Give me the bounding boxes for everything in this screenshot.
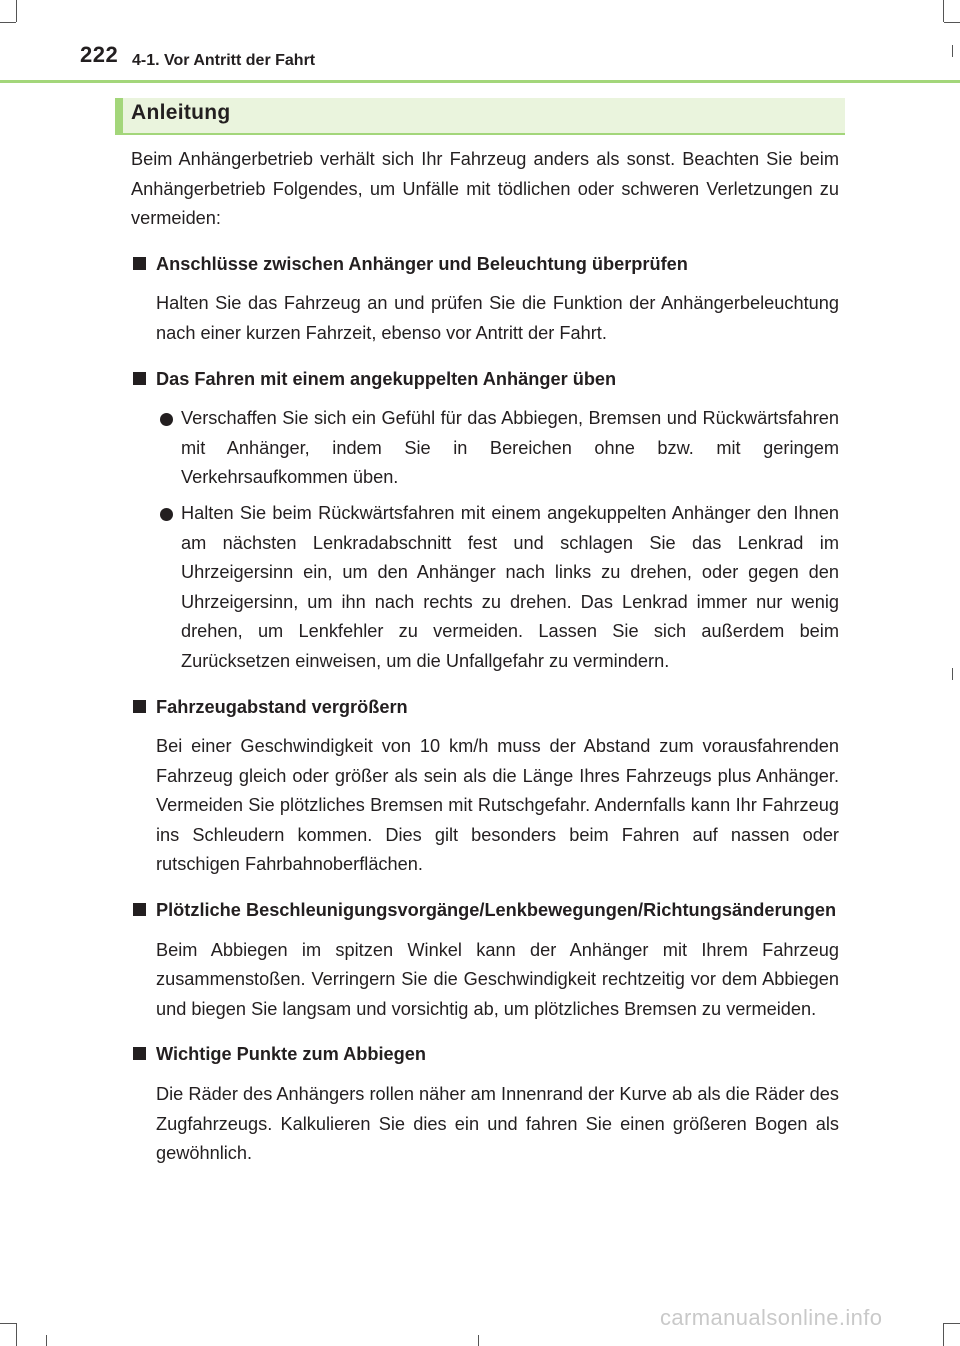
crop-mark	[478, 1335, 479, 1346]
crop-mark	[952, 45, 953, 57]
square-bullet-icon	[133, 372, 146, 385]
square-bullet-icon	[133, 257, 146, 270]
square-bullet-icon	[133, 903, 146, 916]
subheading-text: Wichtige Punkte zum Abbiegen	[156, 1044, 426, 1065]
crop-mark	[16, 1323, 17, 1346]
crop-mark	[0, 1323, 16, 1324]
watermark: carmanualsonline.info	[660, 1305, 883, 1330]
crop-mark	[46, 1335, 47, 1346]
list-item	[131, 404, 839, 493]
paragraph: Halten Sie das Fahrzeug an und prüfen Sie die Funktion der Anhängerbeleuchtung nach einer kurzen Fahrzeit, ebenso vor Antritt der Fahrt.	[156, 293, 839, 343]
round-bullet-icon	[160, 413, 173, 426]
list-item	[131, 499, 839, 677]
subheading	[131, 250, 839, 280]
running-head: 4-1. Vor Antritt der Fahrt	[132, 52, 316, 69]
square-bullet-icon	[133, 700, 146, 713]
square-bullet-icon	[133, 1047, 146, 1060]
crop-mark	[0, 22, 16, 23]
subheading-text: Anschlüsse zwischen Anhänger und Beleuchtung überprüfen	[156, 253, 688, 274]
subheading-text: Das Fahren mit einem angekuppelten Anhänger üben	[156, 368, 617, 389]
subheading-text: Fahrzeugabstand vergrößern	[156, 696, 408, 717]
subheading	[131, 1040, 839, 1070]
intro-paragraph: Beim Anhängerbetrieb verhält sich Ihr Fahrzeug anders als sonst. Beachten Sie beim Anhängerbetrieb Folgendes, um Unfälle mit tödlichen oder schweren Verletzungen zu vermeiden:	[131, 149, 839, 229]
list-item-text: Halten Sie beim Rückwärtsfahren mit einem angekuppelten Anhänger den Ihnen am nächsten Lenkradabschnitt fest und schlagen Sie das Lenkrad im Uhrzeigersinn ein, um den Anhänger nach links zu drehen, oder gegen den Uhrzeigersinn, um ihn nach rechts zu drehen. Das Lenkrad immer nur wenig drehen, um Lenkfehler zu vermeiden. Lassen Sie sich außerdem beim Zurücksetzen einweisen, um die Unfallgefahr zu vermindern.	[181, 502, 839, 671]
section-heading	[115, 98, 845, 135]
round-bullet-icon	[160, 508, 173, 521]
paragraph: Die Räder des Anhängers rollen näher am Innenrand der Kurve ab als die Räder des Zugfahrzeugs. Kalkulieren Sie dies ein und fahren Sie einen größeren Bogen als gewöhnlich.	[156, 1084, 839, 1164]
paragraph: Bei einer Geschwindigkeit von 10 km/h muss der Abstand zum vorausfahrenden Fahrzeug gleich oder größer als sein als die Länge Ihres Fahrzeugs plus Anhänger. Vermeiden Sie plötzliches Bremsen mit Rutschgefahr. Andernfalls kann Ihr Fahrzeug ins Schleudern kommen. Dies gilt besonders beim Fahren auf nassen oder rutschigen Fahrbahnoberflächen.	[156, 736, 839, 875]
subheading-text: Plötzliche Beschleunigungsvorgänge/Lenkbewegungen/Richtungsänderungen	[156, 900, 837, 921]
subheading	[131, 896, 839, 926]
crop-mark	[952, 668, 953, 680]
page-number: 222	[80, 42, 119, 67]
section-title: Anleitung	[131, 101, 231, 124]
crop-mark	[944, 22, 960, 23]
crop-mark	[943, 1323, 944, 1346]
main-content	[131, 145, 839, 1185]
crop-mark	[16, 0, 17, 22]
subheading	[131, 365, 839, 395]
list-item-text: Verschaffen Sie sich ein Gefühl für das Abbiegen, Bremsen und Rückwärtsfahren mit Anhänger, indem Sie in Bereichen ohne bzw. mit geringem Verkehrsaufkommen üben.	[181, 408, 839, 488]
paragraph: Beim Abbiegen im spitzen Winkel kann der Anhänger mit Ihrem Fahrzeug zusammenstoßen. Verringern Sie die Geschwindigkeit rechtzeitig vor dem Abbiegen und biegen Sie langsam und vorsichtig ab, um plötzliches Bremsen zu vermeiden.	[156, 939, 839, 1019]
crop-mark	[944, 1323, 960, 1324]
subheading	[131, 693, 839, 723]
crop-mark	[943, 0, 944, 22]
header-rule	[0, 80, 960, 83]
section-accent	[115, 98, 123, 133]
